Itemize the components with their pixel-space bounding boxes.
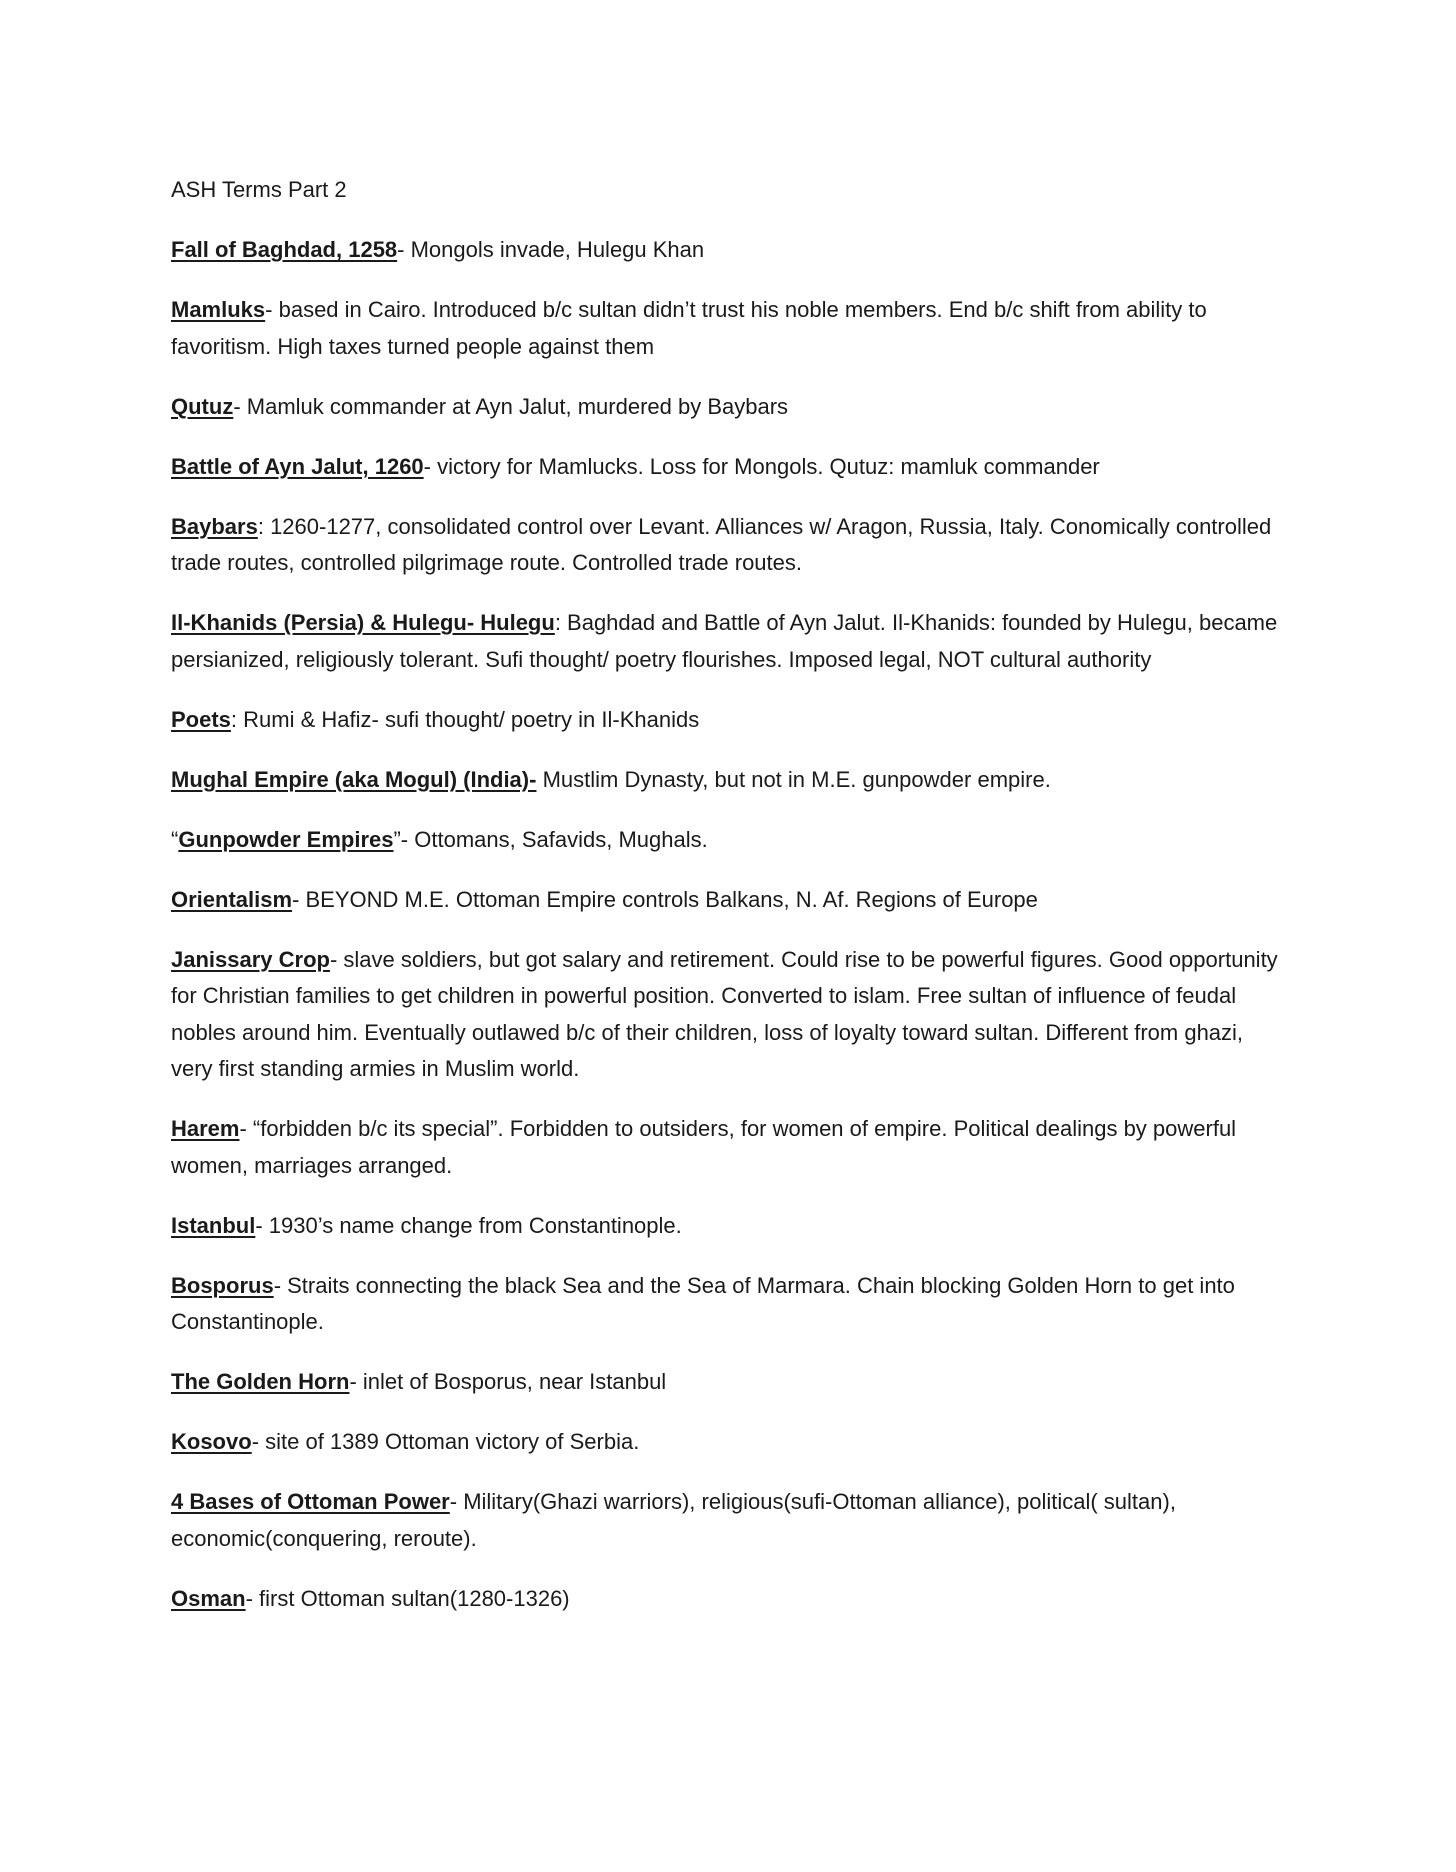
term-entry xyxy=(171,822,1281,859)
term-definition: : Rumi & Hafiz- sufi thought/ poetry in Il-Khanids xyxy=(230,706,700,732)
term-definition: - victory for Mamlucks. Loss for Mongols. Qutuz: mamluk commander xyxy=(423,453,1100,479)
term-entry xyxy=(171,389,1281,426)
term-entry xyxy=(171,1424,1281,1461)
term-name: Harem xyxy=(171,1116,240,1141)
term-entry xyxy=(171,449,1281,486)
term-name: Mughal Empire (aka Mogul) (India)- xyxy=(171,766,537,792)
term-definition: ”- Ottomans, Safavids, Mughals. xyxy=(393,826,708,852)
term-definition: - “forbidden b/c its special”. Forbidden to outsiders, for women of empire. Political dealings by powerful women, marriages arranged. xyxy=(171,1116,1237,1178)
term-name: Il-Khanids (Persia) & Hulegu- Hulegu xyxy=(171,610,555,635)
term-definition: Mustlim Dynasty, but not in M.E. gunpowder empire. xyxy=(536,766,1051,792)
term-entry xyxy=(171,292,1281,365)
term-definition: - Straits connecting the black Sea and the Sea of Marmara. Chain blocking Golden Horn to get into Constantinople. xyxy=(171,1272,1235,1334)
term-definition: - first Ottoman sultan(1280-1326) xyxy=(245,1585,570,1611)
term-definition: : 1260-1277, consolidated control over Levant. Alliances w/ Aragon, Russia, Italy. Conomically controlled trade routes, controlled pilgrimage route. Controlled trade routes. xyxy=(171,513,1272,575)
term-entry xyxy=(171,1111,1281,1184)
term-definition: : Baghdad and Battle of Ayn Jalut. Il-Khanids: founded by Hulegu, became persianized, religiously tolerant. Sufi thought/ poetry flourishes. Imposed legal, NOT cultural authority xyxy=(171,610,1278,672)
term-name: Poets xyxy=(171,706,231,732)
term-name: Kosovo xyxy=(171,1429,252,1454)
term-name: Mamluks xyxy=(171,297,266,322)
term-entry xyxy=(171,232,1281,269)
term-definition: - 1930’s name change from Constantinople. xyxy=(255,1212,682,1238)
term-name: Fall of Baghdad, 1258 xyxy=(171,237,398,262)
term-entry xyxy=(171,605,1281,678)
document-page xyxy=(171,172,1281,1641)
term-name: Baybars xyxy=(171,513,258,539)
term-name: Istanbul xyxy=(171,1212,256,1238)
term-definition: - based in Cairo. Introduced b/c sultan didn’t trust his noble members. End b/c shift from ability to favoritism. High taxes turned people against them xyxy=(171,297,1207,359)
term-name: 4 Bases of Ottoman Power xyxy=(171,1489,450,1514)
term-definition: - BEYOND M.E. Ottoman Empire controls Balkans, N. Af. Regions of Europe xyxy=(292,886,1038,912)
term-definition: - Mamluk commander at Ayn Jalut, murdered by Baybars xyxy=(233,393,789,419)
term-name: Osman xyxy=(171,1585,246,1611)
term-name: The Golden Horn xyxy=(171,1369,350,1394)
term-entry xyxy=(171,1581,1281,1618)
term-name: Orientalism xyxy=(171,886,293,912)
term-entry xyxy=(171,882,1281,919)
document-title: ASH Terms Part 2 xyxy=(171,177,347,202)
term-entry xyxy=(171,1484,1281,1557)
term-name: Bosporus xyxy=(171,1272,274,1298)
term-entry xyxy=(171,1268,1281,1341)
term-name: Janissary Crop xyxy=(171,946,330,972)
term-entry xyxy=(171,942,1281,1088)
open-quote: “ xyxy=(171,826,179,852)
term-definition: - slave soldiers, but got salary and retirement. Could rise to be powerful figures. Good opportunity for Christian families to get children in powerful position. Converted to islam. Free sultan of influence of feudal nobles around him. Eventually outlawed b/c of their children, loss of loyalty toward sultan. Different from ghazi, very first standing armies in Muslim world. xyxy=(171,946,1278,1081)
term-name: Qutuz xyxy=(171,393,234,419)
term-definition: - Military(Ghazi warriors), religious(sufi-Ottoman alliance), political( sultan), economic(conquering, reroute). xyxy=(171,1489,1176,1551)
term-name: Gunpowder Empires xyxy=(178,826,394,852)
term-definition: - Mongols invade, Hulegu Khan xyxy=(397,237,705,262)
term-definition: - inlet of Bosporus, near Istanbul xyxy=(349,1369,667,1394)
term-entry xyxy=(171,1364,1281,1401)
term-name: Battle of Ayn Jalut, 1260 xyxy=(171,453,424,479)
term-entry xyxy=(171,702,1281,739)
term-entry xyxy=(171,1208,1281,1245)
term-entry xyxy=(171,509,1281,582)
term-definition: - site of 1389 Ottoman victory of Serbia. xyxy=(251,1429,640,1454)
term-entry xyxy=(171,762,1281,799)
